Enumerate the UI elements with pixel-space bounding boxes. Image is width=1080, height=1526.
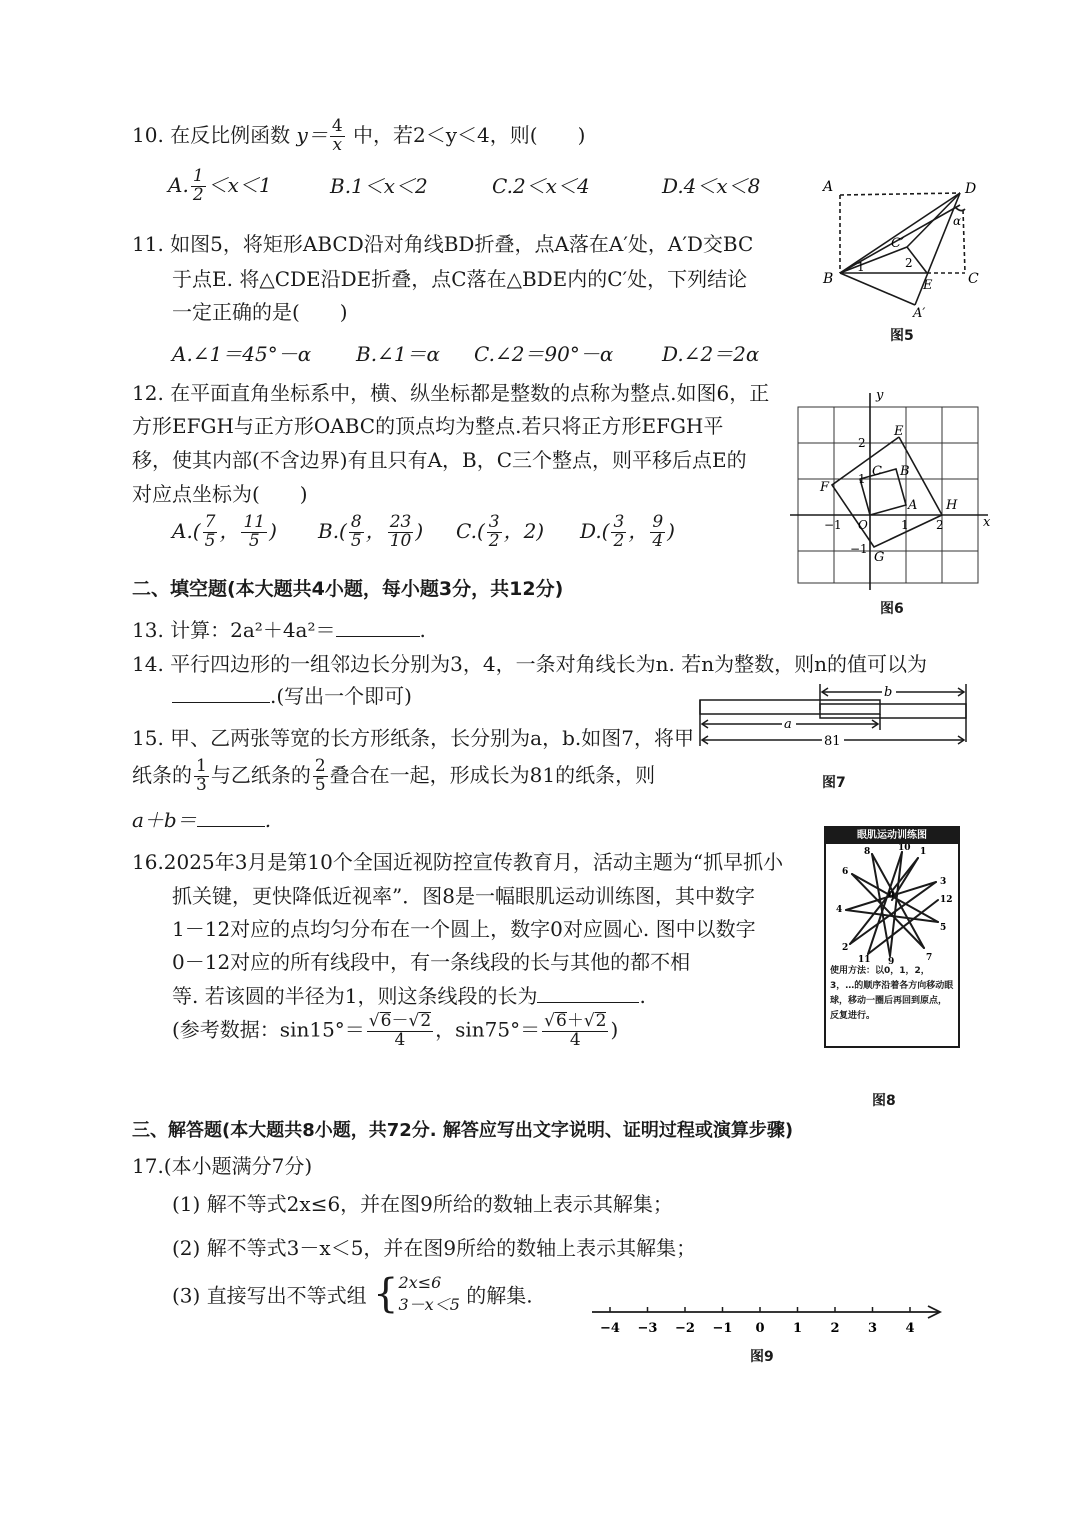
q11-line3: 一定正确的是( ) [172, 300, 348, 324]
fig8-num-6: 6 [842, 867, 849, 877]
q11-line1: 11. 如图5，将矩形ABCD沿对角线BD折叠，点A落在A′处，A′D交BC [132, 232, 754, 256]
fig6-label-f: F [820, 480, 830, 495]
q10-fraction [330, 118, 345, 155]
fig8-num-1: 1 [920, 847, 927, 857]
q12-opt-b-d1: 5 [350, 530, 362, 551]
q12-opt-a-frac2 [241, 514, 267, 551]
q16-ref-a: (参考数据：sin15°＝ [172, 1017, 365, 1042]
q12-line2: 方形EFGH与正方形OABC的顶点均为整点.若只将正方形EFGH平 [132, 414, 724, 438]
fig8-num-9: 9 [888, 957, 895, 964]
figure-5 [815, 175, 985, 320]
q12-option-a [172, 514, 277, 551]
q12-opt-a-d1: 5 [204, 530, 216, 551]
q16-ref-frac2 [542, 1012, 608, 1050]
q12-opt-b-d2: 10 [389, 530, 412, 551]
fig6-label-xneg1: −1 [824, 518, 842, 532]
fig5-label-c: C [968, 271, 979, 287]
q15-frac1-den: 3 [196, 774, 207, 795]
q17-part1: (1) 解不等式2x≤6，并在图9所给的数轴上表示其解集； [172, 1192, 673, 1216]
fig9-tick-label: 3 [867, 1321, 878, 1336]
q16-reference [172, 1012, 618, 1050]
fig6-label-x: x [983, 515, 991, 530]
q14-line1: 14. 平行四边形的一组邻边长分别为3，4，一条对角线长为n. 若n为整数，则n的值可以为 [132, 652, 927, 676]
q16-ref-root6: 6 [380, 1011, 392, 1031]
q12-line1: 12. 在平面直角坐标系中，横、纵坐标都是整数的点称为整点.如图6，正 [132, 381, 770, 405]
q12-opt-a-n2: 11 [243, 512, 266, 532]
q16-ref2-root6: 6 [555, 1011, 567, 1031]
q12-opt-b-frac2 [388, 514, 414, 551]
fig5-label-cprime: C′ [891, 236, 904, 251]
figure-8 [824, 826, 960, 1048]
q10-stem-a: 10. 在反比例函数 [132, 122, 291, 147]
fig7-label-a: a [784, 717, 792, 732]
q16-ref-frac2-num: √6＋√2 [544, 1011, 607, 1031]
fig7-strip-b [820, 704, 966, 718]
fig6-label-b: B [900, 464, 910, 479]
q12-opt-d-frac2 [650, 514, 665, 551]
fig9-caption: 图9 [750, 1349, 774, 1365]
fig6-label-x2: 2 [936, 518, 944, 532]
q15-line2-a: 纸条的 [132, 762, 192, 787]
q16-line5 [172, 980, 646, 1009]
q12-opt-d-prefix: D.( [580, 518, 610, 543]
q12-opt-b-sep: ， [365, 518, 386, 543]
fig7-label-b: b [884, 685, 893, 700]
q10-frac-num: 4 [331, 116, 343, 136]
q12-opt-b-n1: 8 [350, 512, 362, 532]
q13 [132, 614, 426, 643]
fig5-line-ad [915, 193, 960, 305]
fig8-num-5: 5 [940, 923, 947, 933]
q16-line4: 0－12对应的所有线段中，有一条线段的长与其他的都不相 [172, 950, 691, 974]
q17-part3 [172, 1272, 533, 1316]
q12-opt-d-n1: 3 [613, 512, 625, 532]
fig6-label-e: E [894, 424, 904, 439]
q16-ref-frac1-num: √6－√2 [368, 1011, 432, 1031]
q10-option-d: D.4＜x＜8 [662, 174, 761, 198]
fig6-label-a: A [908, 498, 918, 513]
fig5-caption: 图5 [890, 328, 914, 344]
fig8-num-0: 0 [888, 891, 895, 901]
q12-opt-b-close: ) [415, 518, 424, 543]
q16-ref-frac1 [367, 1012, 433, 1050]
fig7-caption: 图7 [822, 775, 846, 791]
q16-line1: 16.2025年3月是第10个全国近视防控宣传教育月，活动主题为“抓早抓小 [132, 850, 784, 874]
fig5-angle-alpha [955, 207, 965, 211]
q12-option-c [456, 514, 544, 551]
q15-line3-text: a＋b＝ [132, 808, 197, 832]
q12-opt-d-sep: ， [628, 518, 649, 543]
fig5-label-angle1: 1 [857, 260, 865, 274]
q17-system [399, 1272, 460, 1316]
q16-line2: 抓关键，更快降低近视率”．图8是一幅眼肌运动训练图，其中数字 [172, 884, 755, 908]
q10-option-a [168, 168, 272, 205]
fig9-tick-label: 1 [792, 1321, 803, 1336]
fig8-title: 眼肌运动训练图 [826, 828, 958, 844]
fig8-usage: 使用方法：以0，1，2，3，…的顺序沿着各方向移动眼球，移动一圈后再回到原点，反复进行。 [830, 966, 954, 1021]
q15-line1: 15. 甲、乙两张等宽的长方形纸条，长分别为a，b.如图7，将甲 [132, 726, 694, 750]
fig8-num-3: 3 [940, 877, 947, 887]
q12-opt-c-frac1 [487, 514, 502, 551]
fig8-num-10: 10 [898, 844, 911, 853]
q12-opt-d-d1: 2 [613, 530, 625, 551]
fig8-num-7: 7 [926, 953, 933, 963]
q14-line2 [172, 680, 412, 709]
q16-ref-plus: ＋ [566, 1011, 584, 1031]
fig7-strip-a [700, 700, 880, 714]
q13-text: 13. 计算：2a²＋4a²＝ [132, 618, 336, 642]
q12-opt-d-n2: 9 [652, 512, 664, 532]
q14-line2-end: .(写出一个即可) [270, 684, 412, 708]
fig6-label-yneg1: −1 [850, 542, 868, 556]
q15-frac2-num: 2 [314, 756, 326, 776]
fig8-caption: 图8 [872, 1093, 896, 1109]
q15-frac2-den: 5 [314, 774, 326, 795]
fig9-tick-label: −4 [600, 1321, 620, 1336]
q13-answer-blank[interactable] [336, 618, 420, 637]
fig5-label-aprime: A′ [913, 306, 926, 320]
fig9-tick-label: −1 [712, 1321, 733, 1336]
q16-end: . [639, 984, 646, 1008]
q16-ref-end: ) [610, 1017, 619, 1042]
q11-line2: 于点E. 将△CDE沿DE折叠，点C落在△BDE内的C′处，下列结论 [172, 267, 748, 291]
fig5-label-b: B [823, 271, 834, 287]
q15-line2 [132, 758, 655, 795]
fig5-line-ba [840, 273, 915, 305]
q10-stem [132, 118, 585, 155]
q12-opt-b-frac1 [349, 514, 364, 551]
q15-line2-c: 叠合在一起，形成长为81的纸条，则 [329, 762, 656, 787]
fig9-tick-label: 4 [905, 1321, 915, 1336]
q15-end: . [264, 808, 272, 832]
q12-opt-c-n1: 3 [488, 512, 500, 532]
q16-line5-text: 等. 若该圆的半径为1，则这条线段的长为 [172, 984, 538, 1008]
fig6-label-g: G [874, 550, 885, 565]
q12-opt-a-close: ) [269, 518, 277, 543]
fig8-num-12: 12 [940, 895, 953, 905]
q12-opt-a-frac1 [203, 514, 218, 551]
q12-opt-d-d2: 4 [652, 530, 664, 551]
q16-ref-b: ，sin75°＝ [435, 1017, 541, 1042]
q11-option-d: D.∠2＝2α [662, 342, 760, 366]
fig6-square-efgh [832, 437, 942, 547]
q15-line2-b: 与乙纸条的 [210, 762, 311, 787]
q17-system-brace: { [373, 1271, 399, 1317]
q12-opt-c-rest: ，2) [503, 518, 545, 543]
fig6-label-c: C [872, 464, 882, 479]
q11-option-a: A.∠1＝45°－α [172, 342, 312, 366]
q12-opt-d-close: ) [667, 518, 675, 543]
figure-9-number-line[interactable] [588, 1296, 948, 1340]
fig9-tick-label: 2 [830, 1321, 840, 1336]
fig6-label-y1: 1 [858, 472, 866, 486]
q12-opt-b-n2: 23 [389, 512, 412, 532]
fig7-label-total: 81 [824, 734, 841, 749]
fig6-caption: 图6 [880, 601, 904, 617]
q13-end: . [419, 618, 426, 642]
q12-option-d [580, 514, 675, 551]
fig5-label-alpha: α [953, 214, 962, 228]
fig6-label-y2: 2 [858, 436, 866, 450]
q12-line4: 对应点坐标为( ) [132, 482, 308, 506]
q16-ref-frac1-den: 4 [394, 1029, 406, 1050]
q16-ref2-root2: 2 [595, 1011, 607, 1031]
q15-frac2 [313, 758, 328, 795]
q10-opt-a-rest: ＜x＜1 [207, 172, 272, 197]
q17-system-line2: 3－x＜5 [398, 1295, 460, 1314]
q15-frac1 [194, 758, 209, 795]
q12-opt-a-prefix: A.( [172, 518, 201, 543]
q16-ref-frac2-den: 4 [569, 1029, 581, 1050]
q16-ref-root2: 2 [420, 1011, 432, 1031]
fig8-num-2: 2 [842, 943, 849, 953]
fig8-num-4: 4 [836, 905, 843, 915]
q17-head: 17.(本小题满分7分) [132, 1154, 313, 1178]
q10-opt-a-den: 2 [192, 184, 204, 205]
fig5-label-angle2: 2 [905, 256, 913, 270]
fig9-tick-label: 0 [755, 1321, 765, 1336]
q15-answer-blank[interactable] [197, 808, 265, 827]
q12-opt-b-prefix: B.( [318, 518, 347, 543]
figure-7 [696, 680, 971, 758]
fig6-label-x1: 1 [901, 518, 909, 532]
fig8-num-11: 11 [858, 955, 871, 964]
fig6-label-h: H [946, 498, 958, 513]
q16-answer-blank[interactable] [537, 984, 639, 1003]
q12-option-b [318, 514, 423, 551]
fig5-dash-top [840, 193, 960, 195]
q16-ref-minus: － [391, 1011, 409, 1031]
fig5-label-a: A [823, 179, 834, 195]
fig5-label-d: D [965, 181, 977, 197]
q16-line3: 1－12对应的点均匀分布在一个圆上，数字0对应圆心. 图中以数字 [172, 917, 756, 941]
q10-y-eq: y＝ [296, 122, 328, 147]
q10-opt-a-frac [191, 168, 206, 205]
fig6-label-o: O [858, 518, 868, 532]
fig8-num-8: 8 [864, 847, 871, 857]
fig5-label-e: E [923, 278, 933, 293]
fig9-tick-label: −2 [675, 1321, 695, 1336]
q17-system-line1: 2x≤6 [398, 1273, 442, 1292]
q10-option-c: C.2＜x＜4 [492, 174, 590, 198]
q12-opt-c-d1: 2 [488, 530, 500, 551]
q10-stem-b: 中，若2＜y＜4，则( ) [353, 122, 586, 147]
q12-opt-d-frac1 [611, 514, 626, 551]
figure-6 [790, 385, 995, 590]
q14-answer-blank[interactable] [172, 684, 270, 703]
q12-line3: 移，使其内部(不含边界)有且只有A，B，C三个整点，则平移后点E的 [132, 448, 747, 472]
q17-part3-a: (3) 直接写出不等式组 [172, 1283, 367, 1308]
fig9-tick-label: −3 [637, 1321, 658, 1336]
q10-option-b: B.1＜x＜2 [330, 174, 428, 198]
q17-part3-b: 的解集. [466, 1283, 533, 1308]
q12-opt-a-d2: 5 [248, 530, 260, 551]
fig6-label-y: y [876, 388, 884, 403]
q12-opt-a-sep: ， [219, 518, 240, 543]
section3-title: 三、解答题(本大题共8小题，共72分. 解答应写出文字说明、证明过程或演算步骤) [132, 1120, 794, 1141]
q11-option-c: C.∠2＝90°－α [474, 342, 614, 366]
q12-opt-a-n1: 7 [204, 512, 216, 532]
q12-opt-c-prefix: C.( [456, 518, 485, 543]
q11-option-b: B.∠1＝α [356, 342, 441, 366]
section2-title: 二、填空题(本大题共4小题，每小题3分，共12分) [132, 578, 564, 600]
q15-line3 [132, 804, 271, 833]
fig8-star-diagram [828, 844, 956, 964]
q10-opt-a-num: 1 [192, 166, 204, 186]
fig6-frame [798, 407, 978, 583]
fig8-seg-7 [852, 874, 924, 948]
fig5-dash-right [963, 210, 965, 273]
q15-frac1-num: 1 [196, 756, 207, 776]
q10-frac-den: x [332, 134, 343, 155]
q10-opt-a-prefix: A. [168, 172, 189, 197]
q17-part2: (2) 解不等式3－x＜5，并在图9所给的数轴上表示其解集； [172, 1236, 697, 1260]
